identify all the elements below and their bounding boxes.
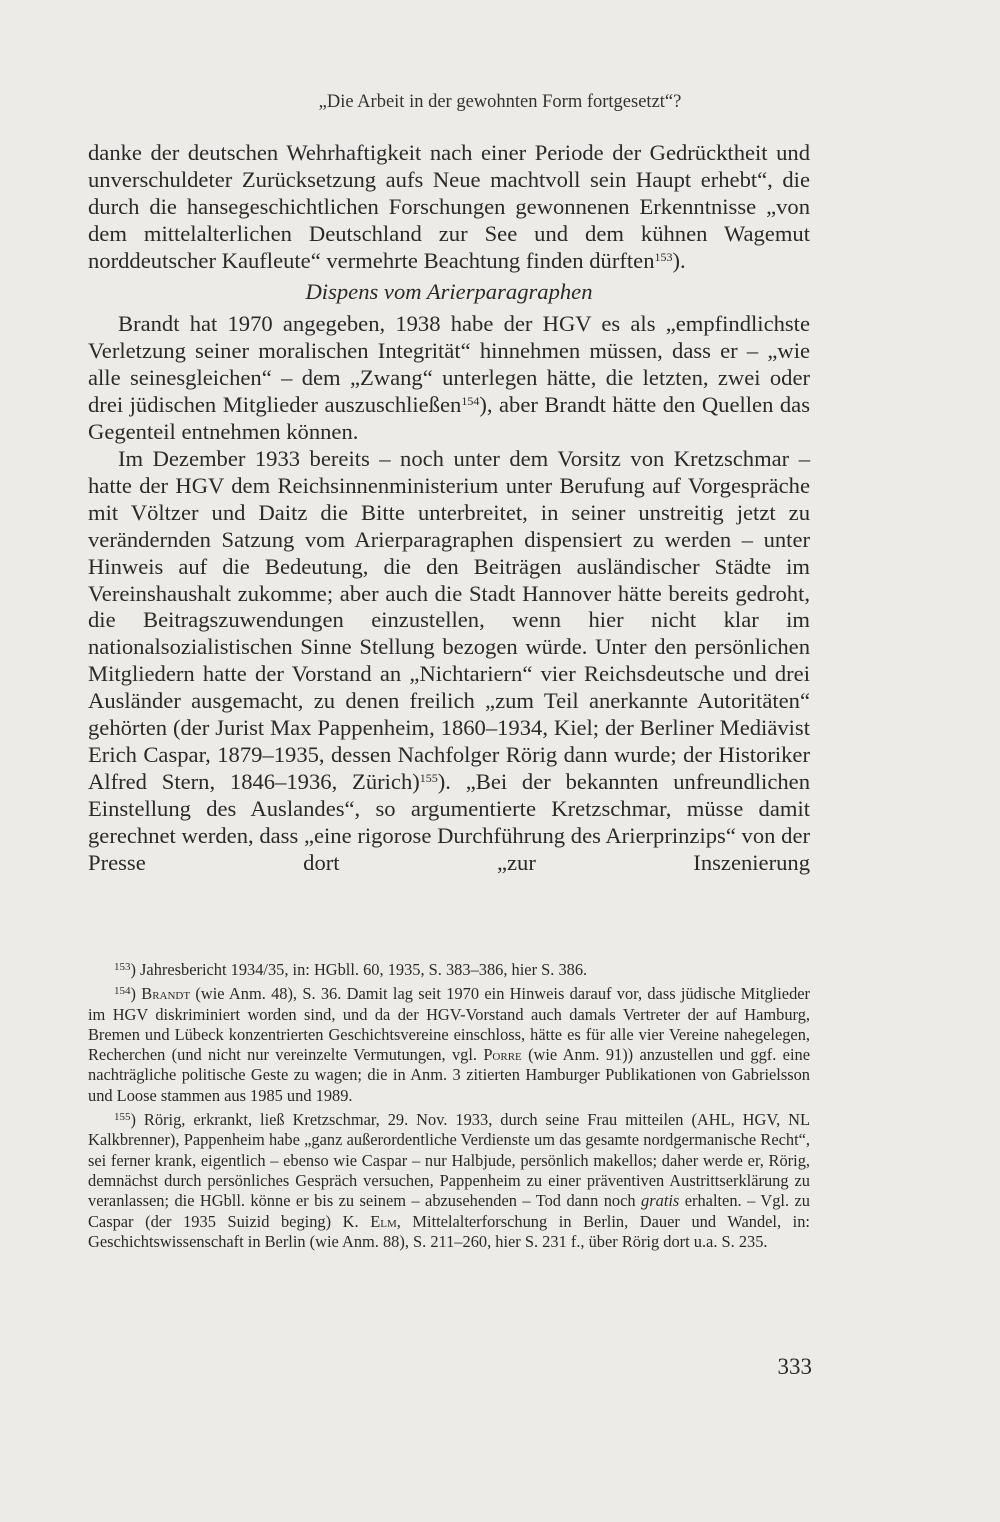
paragraph-3 <box>88 446 810 877</box>
footnote-number: 154 <box>114 985 131 998</box>
footnote-number: 155 <box>114 1111 131 1124</box>
footnotes <box>88 960 810 1256</box>
footnote-ref-153: 153 <box>654 249 673 264</box>
footnote-155 <box>88 1110 810 1252</box>
paragraph-2 <box>88 311 810 446</box>
italic-term: gratis <box>641 1191 680 1211</box>
footnote-number: 153 <box>114 961 131 973</box>
main-text <box>88 140 810 876</box>
footnote-text: (wie Anm. 48), S. 36. Damit lag seit 1970 ein Hinweis darauf vor, dass jüdische Mitglieder im HGV diskriminiert worden sind, und da der HGV-Vorstand auch damals Vertreter der auf Hamburg, Bremen und Lübeck konzentrierten Geschichtsvereine einschloss, hätte es für alle vier Vereine nahegelegen, Recherchen (und nicht nur vereinzelte Vermutungen, vgl. <box>88 984 810 1065</box>
footnote-ref-154: 154 <box>461 394 480 409</box>
footnote-text: , Mittelalterforschung in Berlin, Dauer und Wandel, in: Geschichtswissenschaft in Berlin (wie Anm. 88), S. 211–260, hier S. 231 f., über Rörig dort u.a. S. 235. <box>88 1211 810 1251</box>
footnote-text: ) <box>130 984 142 1004</box>
author-name: Elm <box>370 1211 397 1231</box>
paragraph-3-tail: ). „Bei der bekannten unfreundlichen Einstellung des Auslandes“, so argumentierte Kretzschmar, müsse damit gerechnet werden, dass „eine rigorose Durchführung des Arierprinzips“ von der Presse dort „zur Inszenierung <box>88 768 810 875</box>
footnote-ref-155: 155 <box>419 770 438 785</box>
paragraph-2-tail: ), aber Brandt hätte den Quellen das Gegenteil entnehmen können. <box>88 392 810 445</box>
page-number: 333 <box>777 1354 812 1379</box>
author-name: Brandt <box>141 984 191 1004</box>
paragraph-3-text: Im Dezember 1933 bereits – noch unter dem Vorsitz von Kretzschmar – hatte der HGV dem Reichsinnenministerium unter Berufung auf Vorgespräche mit Völtzer und Daitz die Bitte unterbreitet, in seiner unstreitig jetzt zu verändernden Satzung vom Arierparagraphen dispensiert zu werden – unter Hinweis auf die Bedeutung, die den Beiträgen ausländischer Städte im Vereinshaushalt zukomme; aber auch die Stadt Hannover hätte bereits gedroht, die Beitragszuwendungen einzustellen, wenn hier nicht klar im nationalsozialistischen Sinne Stellung bezogen würde. Unter den persönlichen Mitgliedern hatte der Vorstand an „Nichtariern“ vier Reichsdeutsche und drei Ausländer ausgemacht, zu denen freilich „zum Teil anerkannte Autoritäten“ gehörten (der Jurist Max Pappenheim, 1860–1934, Kiel; der Berliner Mediävist Erich Caspar, 1879–1935, dessen Nachfolger Rörig dann wurde; der Historiker Alfred Stern, 1846–1936, Zürich) <box>88 445 810 794</box>
paragraph-2-text: Brandt hat 1970 angegeben, 1938 habe der HGV es als „empfindlichste Verletzung seiner moralischen Integrität“ hinnehmen müssen, dass er – „wie alle seinesgleichen“ – dem „Zwang“ unterlegen hätte, die letzten, zwei oder drei jüdischen Mitglieder auszuschließen <box>88 311 810 418</box>
author-name: Porre <box>483 1045 522 1065</box>
paragraph-1 <box>88 140 810 275</box>
footnote-text: ) Rörig, erkrankt, ließ Kretzschmar, 29. Nov. 1933, durch seine Frau mitteilen (AHL, HGV, NL Kalkbrenner), Pappenheim habe „ganz außerordentliche Verdienste um das gesamte nordgermanische Recht“, sei ferner krank, eigentlich – ebenso wie Caspar – nur Halbjude, persönlich makellos; daher werde er, Rörig, demnächst durch persönliches Gespräch versuchen, Pappenheim zu einer präventiven Austrittserklärung zu veranlassen; die HGbll. könne er bis zu seinem – abzusehenden – Tod dann noch <box>88 1110 810 1211</box>
paragraph-1-tail: ). <box>672 247 686 273</box>
footnote-153 <box>88 960 810 980</box>
footnote-154 <box>88 984 810 1106</box>
footnote-text: erhalten. – Vgl. zu Caspar (der 1935 Suizid beging) K. <box>88 1191 810 1231</box>
section-heading: Dispens vom Arierparagraphen <box>305 278 593 304</box>
footnote-text: ) Jahresbericht 1934/35, in: HGbll. 60, 1935, S. 383–386, hier S. 386. <box>130 960 588 979</box>
footnote-text: (wie Anm. 91)) anzustellen und ggf. eine nachträgliche politische Geste zu wagen; die in Anm. 3 zitierten Hamburger Publikationen von Gabrielsson und Loose stammen aus 1985 und 1989. <box>88 1045 810 1105</box>
paragraph-1-text: danke der deutschen Wehrhaftigkeit nach einer Periode der Gedrücktheit und unverschuldeter Zurücksetzung aufs Neue machtvoll sein Haupt erhebt“, die durch die hansegeschichtlichen Forschungen gewonnenen Erkenntnisse „von dem mittelalterlichen Deutschland zur See und dem kühnen Wagemut norddeutscher Kaufleute“ vermehrte Beachtung finden dürften <box>88 140 810 273</box>
running-head: „Die Arbeit in der gewohnten Form fortgesetzt“? <box>318 92 682 112</box>
